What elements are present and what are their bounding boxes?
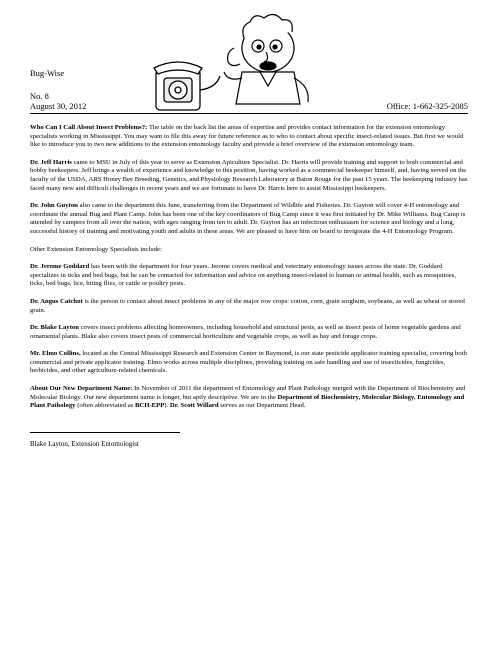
paragraph-text: The table on the back list the areas of expertise and provides contact information for the extension entomology specialists working in Mississippi. You may want to file this away for future reference as to who to contact about specific insect-related issues. But first we would like to introduce you to two new additions to the extension entomology faculty and provide a brief overview of the extension entomology team. bbox=[30, 124, 464, 149]
specialist-name: Mr. Elmo Collins, bbox=[30, 350, 81, 358]
paragraph-text: located at the Central Mississippi Research and Extension Center in Raymond, is our state pesticide applicator training specialist, covering both commercial and private applicator training. Elmo works across multiple disciplines, providing training on safe handling and use of insecticides, fungicides, herbicides, and other agriculture-related chemicals. bbox=[30, 350, 467, 375]
paragraph-department-name bbox=[30, 385, 470, 411]
paragraph-john-guyton bbox=[30, 202, 470, 236]
specialist-name: Dr. Blake Layton bbox=[30, 324, 79, 332]
signature-space bbox=[30, 420, 470, 432]
paragraph-blake-layton bbox=[30, 324, 470, 341]
paragraph-jerome-goddard bbox=[30, 263, 470, 289]
paragraph-jeff-harris bbox=[30, 159, 470, 193]
paragraph-angus-catchot bbox=[30, 298, 470, 315]
paragraph-heading: About Our New Department Name: bbox=[30, 385, 133, 393]
signature-line bbox=[30, 432, 180, 433]
issue-date: August 30, 2012 bbox=[30, 101, 87, 111]
specialist-name: Dr. Jeff Harris bbox=[30, 158, 72, 166]
specialist-name: Dr. Angus Catchot bbox=[30, 297, 83, 305]
paragraph-text: also came to the department this June, transferring from the Department of Wildlife and Fisheries. Dr. Guyton will cover 4-H entomology and coordinate the annual Bug and Plant Camp. John has been one of the key coordinators of Bug Camp since it was first initiated by Dr. Mike Williams. Bug Camp is attended by campers from all over the nation, with ages ranging from ten to adult. Dr. Guyton has an infectious enthusiasm for science and biology and a long, successful history of training and motivating youth and adults in these areas. We are pleased to have him on board to invigorate the 4-H Entomology Program. bbox=[30, 202, 466, 235]
phone-cartoon-illustration bbox=[150, 8, 320, 116]
cartoon-man-illustration bbox=[224, 14, 308, 104]
header-divider bbox=[30, 113, 468, 114]
telephone-icon bbox=[154, 62, 220, 110]
paragraph-text: (often abbreviated as bbox=[75, 402, 135, 410]
signature: Blake Layton, Extension Entomologist bbox=[30, 439, 139, 448]
specialist-name: Dr. John Guyton bbox=[30, 202, 78, 210]
department-abbreviation: BCH-EPP bbox=[134, 402, 165, 410]
issue-number: No. 8 bbox=[30, 91, 49, 101]
department-head-name: Dr. Scott Willard bbox=[169, 402, 219, 410]
paragraph-text: Other Extension Entomology Specialists include: bbox=[30, 245, 162, 253]
paragraph-text: In November of 2011 the department of Entomology and Plant Pathology merged with the Department of Biochemistry and Molecular Biology. Our new department name is longer, but aptly descriptive. We are in the bbox=[30, 385, 466, 401]
newsletter-title: Bug-Wise bbox=[30, 68, 65, 78]
paragraph-text: came to MSU in July of this year to serve as Extension Apiculture Specialist. Dr. Harris will provide training and support to both commercial and hobby beekeepers. Jeff brings a wealth of experience and knowledge to this position, having worked as a commercial beekeeper himself, and, having served on the faculty of the USDA, ARS Honey Bee Breeding, Genetics, and Physiology Research Laboratory at Baton Rouge for the past 15 years. The beekeeping industry has faced many new and difficult challenges in recent years and we are fortunate to have Dr. Harris here to assist Mississippi beekeepers. bbox=[30, 158, 468, 192]
paragraph-text: ). bbox=[164, 402, 170, 410]
department-name: Department of Biochemistry, Molecular Biology, Entomology and Plant Pathology bbox=[30, 393, 465, 410]
paragraph-heading: Who Can I Call About Insect Problems?: bbox=[30, 124, 148, 131]
specialist-name: Dr. Jerome Goddard bbox=[30, 263, 90, 271]
paragraph-elmo-collins bbox=[30, 350, 470, 376]
paragraph-text: is the person to contact about insect problems in any of the major row crops: cotton, corn, grain sorghum, soybeans, as well as wheat or stored grain. bbox=[30, 297, 465, 314]
article-body bbox=[30, 124, 470, 448]
paragraph-who-to-call bbox=[30, 124, 470, 150]
office-phone: Office: 1-662-325-2085 bbox=[386, 101, 468, 111]
paragraph-other-specialists bbox=[30, 246, 470, 255]
paragraph-text: serves as our Department Head. bbox=[218, 402, 306, 410]
paragraph-text: covers insect problems affecting homeowners, including household and structural pests, as well as insect pests of home vegetable gardens and ornamental plants. Blake also covers insect pests of commercial horticulture and vegetable crops, as well as hay and forage crops. bbox=[30, 324, 461, 340]
paragraph-text: has been with the department for four years. Jerome covers medical and veterinary entomology issues across the state. Dr. Goddard specializes in ticks and bed bugs, but he can be contacted for information and advice on anything insect-related to human or animal health, such as mosquitoes, ticks, bed bugs, lice, biting flies, or cattle or poultry pests. bbox=[30, 263, 457, 288]
